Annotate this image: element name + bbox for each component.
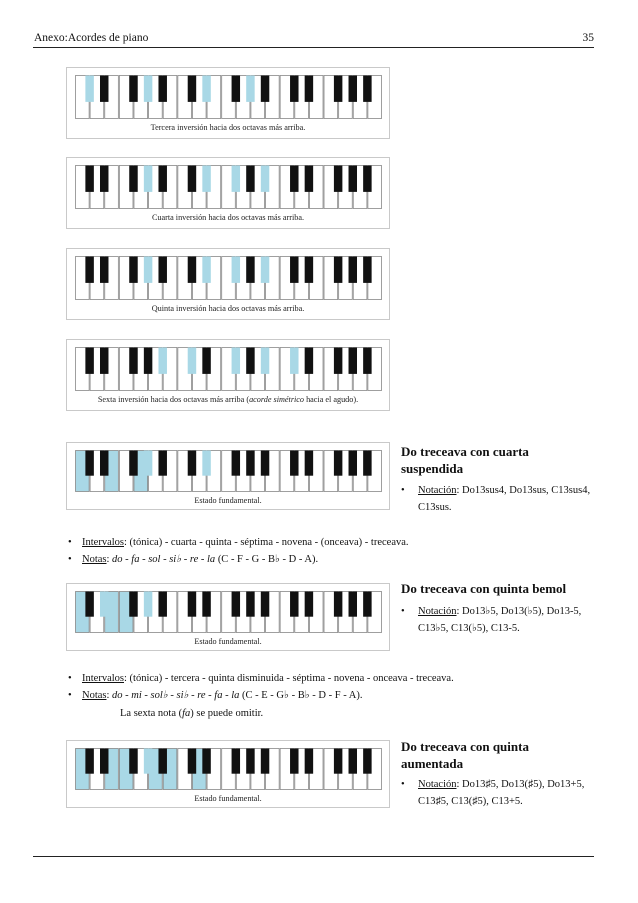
figure-caption: Tercera inversión hacia dos octavas más arriba.	[150, 123, 306, 132]
piano-keyboard	[75, 450, 382, 492]
black-key	[85, 749, 93, 774]
black-key	[202, 749, 210, 774]
black-key-pressed	[158, 348, 166, 374]
keyboard-svg	[75, 591, 382, 633]
black-key-pressed	[144, 166, 152, 192]
notas-link[interactable]: Notas	[82, 554, 107, 565]
black-key	[349, 257, 357, 283]
black-key	[85, 451, 93, 476]
black-key-pressed	[202, 451, 210, 476]
black-key	[349, 348, 357, 374]
piano-keyboard	[75, 75, 382, 119]
black-key	[290, 76, 298, 102]
figure-cuarta-inversion	[66, 157, 390, 229]
black-key	[188, 592, 196, 617]
notation-aug5: • Notación: Do13♯5, Do13(♯5), Do13+5, C13♯5, C13(♯5), C13+5.	[401, 779, 585, 807]
black-key	[305, 257, 313, 283]
intervals-list-sus4	[68, 534, 409, 568]
black-key	[363, 76, 371, 102]
header-rule	[33, 47, 594, 48]
keyboard-svg	[75, 450, 382, 492]
piano-keyboard	[75, 347, 382, 391]
black-key	[202, 592, 210, 617]
black-key	[261, 76, 269, 102]
notation-link[interactable]: Notación	[418, 606, 457, 617]
keyboard-svg	[75, 165, 382, 209]
black-key-pressed	[261, 257, 269, 283]
intervals-list-b5	[68, 670, 454, 704]
footer-rule	[33, 856, 594, 857]
black-key	[246, 749, 254, 774]
black-key	[100, 749, 108, 774]
black-key-pressed	[202, 166, 210, 192]
black-key-pressed	[290, 348, 298, 374]
black-key	[129, 76, 137, 102]
black-key-pressed	[261, 348, 269, 374]
black-key-pressed	[261, 166, 269, 192]
black-key-pressed	[202, 257, 210, 283]
black-key-pressed	[144, 592, 152, 617]
black-key	[246, 166, 254, 192]
black-key	[305, 749, 313, 774]
black-key	[349, 76, 357, 102]
black-key	[129, 166, 137, 192]
section-title-aug5: Do treceava con quinta aumentada	[401, 739, 529, 771]
black-key	[261, 749, 269, 774]
black-key	[188, 166, 196, 192]
black-key	[129, 592, 137, 617]
black-key	[232, 749, 240, 774]
black-key	[349, 451, 357, 476]
black-key-pressed	[144, 749, 152, 774]
black-key	[334, 749, 342, 774]
black-key	[246, 592, 254, 617]
figure-caption: Estado fundamental.	[194, 637, 262, 646]
black-key-pressed	[144, 257, 152, 283]
black-key	[349, 166, 357, 192]
list-item: • Notas: do - fa - sol - si♭ - re - la (C - F - G - B♭ - D - A).	[68, 554, 319, 565]
black-key	[305, 166, 313, 192]
black-key-pressed	[202, 76, 210, 102]
black-key	[100, 451, 108, 476]
black-key-pressed	[144, 451, 152, 476]
black-key	[334, 257, 342, 283]
black-key	[305, 451, 313, 476]
black-key-pressed	[188, 348, 196, 374]
black-key	[334, 348, 342, 374]
notas-link[interactable]: Notas	[82, 690, 107, 701]
figure-sexta-inversion	[66, 339, 390, 411]
black-key	[85, 166, 93, 192]
black-key	[261, 592, 269, 617]
black-key	[232, 76, 240, 102]
black-key	[85, 257, 93, 283]
figure-b5-fundamental	[66, 583, 390, 651]
black-key	[100, 348, 108, 374]
black-key	[158, 451, 166, 476]
list-item: • Notas: do - mi - sol♭ - si♭ - re - fa - la (C - E - G♭ - B♭ - D - F - A).	[68, 690, 363, 701]
figure-tercera-inversion	[66, 67, 390, 139]
piano-keyboard	[75, 165, 382, 209]
black-key	[290, 257, 298, 283]
figure-caption: Sexta inversión hacia dos octavas más arriba (acorde simétrico hacia el agudo).	[97, 395, 359, 404]
black-key	[129, 451, 137, 476]
black-key	[363, 592, 371, 617]
black-key	[85, 348, 93, 374]
black-key	[100, 76, 108, 102]
black-key	[202, 348, 210, 374]
notation-link[interactable]: Notación	[418, 485, 457, 496]
black-key	[290, 592, 298, 617]
black-key-pressed	[232, 348, 240, 374]
black-key	[363, 348, 371, 374]
black-key	[246, 348, 254, 374]
omission-remark: La sexta nota (fa) se puede omitir.	[120, 708, 264, 719]
black-key	[232, 451, 240, 476]
keyboard-svg	[75, 75, 382, 119]
figure-caption: Estado fundamental.	[194, 794, 262, 803]
black-key	[290, 749, 298, 774]
black-key	[129, 749, 137, 774]
black-key	[158, 257, 166, 283]
figure-sus4-fundamental	[66, 442, 390, 510]
section-title-b5: Do treceava con quinta bemol	[401, 581, 567, 596]
list-item: • Intervalos: (tónica) - cuarta - quinta - séptima - novena - (onceava) - treceava.	[68, 537, 409, 548]
figure-caption: Cuarta inversión hacia dos octavas más arriba.	[151, 213, 305, 222]
black-key	[363, 257, 371, 283]
black-key	[232, 592, 240, 617]
piano-keyboard	[75, 591, 382, 633]
keyboard-svg	[75, 748, 382, 790]
black-key-pressed	[144, 76, 152, 102]
black-key	[305, 348, 313, 374]
figure-caption: Quinta inversión hacia dos octavas más arriba.	[151, 304, 305, 313]
black-key	[188, 257, 196, 283]
black-key	[144, 348, 152, 374]
piano-keyboard	[75, 256, 382, 300]
notation-sus4: • Notación: Do13sus4, Do13sus, C13sus4, C13sus.	[401, 485, 591, 513]
black-key	[158, 166, 166, 192]
page-number: 35	[582, 32, 594, 44]
black-key	[246, 451, 254, 476]
black-key	[334, 451, 342, 476]
black-key	[100, 166, 108, 192]
figure-aug5-fundamental	[66, 740, 390, 808]
black-key	[158, 749, 166, 774]
black-key	[363, 451, 371, 476]
black-key	[261, 451, 269, 476]
black-key-pressed	[232, 257, 240, 283]
black-key	[100, 257, 108, 283]
black-key	[334, 76, 342, 102]
keyboard-svg	[75, 347, 382, 391]
black-key-pressed	[100, 592, 108, 617]
black-key	[188, 451, 196, 476]
list-item: • Intervalos: (tónica) - tercera - quinta disminuida - séptima - novena - onceava - treceava.	[68, 673, 454, 684]
running-title: Anexo:Acordes de piano	[34, 32, 149, 44]
black-key	[363, 166, 371, 192]
black-key	[349, 749, 357, 774]
section-title-sus4: Do treceava con cuarta suspendida	[401, 444, 529, 476]
black-key	[290, 166, 298, 192]
black-key	[158, 76, 166, 102]
black-key	[349, 592, 357, 617]
black-key-pressed	[85, 76, 93, 102]
notation-link[interactable]: Notación	[418, 779, 457, 790]
black-key-pressed	[246, 76, 254, 102]
black-key	[305, 76, 313, 102]
black-key	[129, 257, 137, 283]
keyboard-svg	[75, 256, 382, 300]
black-key	[158, 592, 166, 617]
notation-b5: • Notación: Do13♭5, Do13(♭5), Do13-5, C13♭5, C13(♭5), C13-5.	[401, 606, 582, 634]
black-key	[85, 592, 93, 617]
figure-caption: Estado fundamental.	[194, 496, 262, 505]
black-key	[363, 749, 371, 774]
black-key	[305, 592, 313, 617]
intervalos-link[interactable]: Intervalos	[82, 673, 124, 684]
black-key	[334, 592, 342, 617]
black-key	[188, 749, 196, 774]
black-key	[188, 76, 196, 102]
black-key-pressed	[232, 166, 240, 192]
black-key	[129, 348, 137, 374]
piano-keyboard	[75, 748, 382, 790]
intervalos-link[interactable]: Intervalos	[82, 537, 124, 548]
black-key	[290, 451, 298, 476]
figure-quinta-inversion	[66, 248, 390, 320]
black-key	[334, 166, 342, 192]
black-key	[246, 257, 254, 283]
